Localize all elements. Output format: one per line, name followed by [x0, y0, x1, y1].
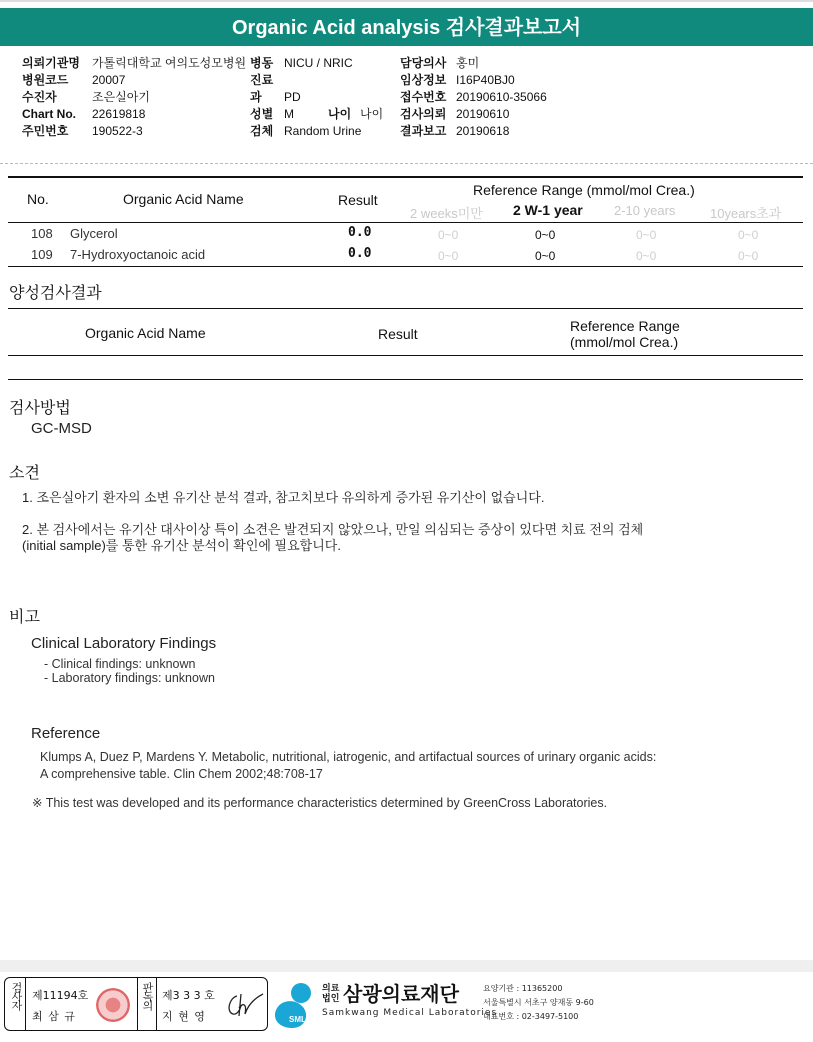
value-patient: 조은실아기	[92, 90, 150, 104]
ref-col-under-2weeks: 2 weeks미만	[410, 206, 483, 221]
positive-col-result: Result	[378, 326, 418, 342]
label-report-date: 결과보고	[400, 124, 447, 138]
reference-line-1: Klumps A, Duez P, Mardens Y. Metabolic, nutritional, iatrogenic, and artifactual sources of urinary organic acids:	[40, 750, 657, 764]
value-age: 나이	[360, 107, 384, 121]
label-doctor: 담당의사	[400, 56, 447, 70]
sign-divider	[137, 978, 138, 1030]
positive-col-ref-2: (mmol/mol Crea.)	[570, 334, 679, 350]
col-header-reference: Reference Range (mmol/mol Crea.)	[473, 182, 695, 198]
value-hospital-code: 20007	[92, 73, 126, 87]
brand-prefix-line2: 법인	[322, 994, 340, 1004]
label-request-date: 검사의뢰	[400, 107, 447, 121]
row-result: 0.0	[348, 246, 372, 261]
row-ref-3: 0~0	[636, 249, 657, 263]
footer-band	[0, 960, 813, 972]
patient-info-col2	[250, 55, 383, 140]
reference-title: Reference	[31, 725, 101, 742]
reviewer-name: 지 현 영	[162, 1010, 206, 1023]
value-report-date: 20190618	[456, 124, 510, 138]
positive-top-rule	[8, 308, 803, 309]
patient-info-col1	[22, 55, 246, 140]
clinical-findings-title: Clinical Laboratory Findings	[31, 635, 217, 652]
row-ref-1: 0~0	[438, 249, 459, 263]
brand-english-name: Samkwang Medical Laboratories	[322, 1008, 498, 1018]
table-header-rule	[8, 222, 803, 223]
method-value: GC-MSD	[31, 420, 92, 437]
label-hospital-code: 병원코드	[22, 73, 69, 87]
value-sex: M	[284, 107, 294, 121]
laboratory-findings-item: - Laboratory findings: unknown	[44, 671, 215, 685]
top-band	[0, 0, 813, 8]
report-title: Organic Acid analysis 검사결과보고서	[0, 8, 813, 46]
brand-prefix	[322, 984, 339, 1004]
positive-col-ref-1: Reference Range	[570, 318, 680, 334]
reviewer-signature	[223, 990, 267, 1020]
info-divider	[0, 163, 813, 164]
value-specimen: Random Urine	[284, 124, 362, 138]
label-resident-no: 주민번호	[22, 124, 69, 138]
sign-divider	[25, 978, 26, 1030]
brand-prefix-line1: 의료	[322, 984, 340, 994]
examiner-name: 최 삼 규	[32, 1010, 76, 1023]
clinical-findings-item: - Clinical findings: unknown	[44, 657, 196, 671]
positive-bottom-rule	[8, 379, 803, 380]
sign-divider	[156, 978, 157, 1030]
finding-item-1: 1. 조은실아기 환자의 소변 유기산 분석 결과, 참고치보다 유의하게 증가된 유기산이 없습니다.	[22, 490, 545, 505]
row-ref-4: 0~0	[738, 249, 759, 263]
reviewer-label: 판독의	[141, 982, 154, 1009]
label-dept: 진료과	[250, 73, 274, 104]
brand-name: 삼광의료재단	[343, 982, 459, 1006]
value-doctor: 홍미	[456, 56, 480, 70]
value-resident-no: 190522-3	[92, 124, 143, 138]
value-clinical-info: I16P40BJ0	[456, 73, 515, 87]
org-phone: 대표번호 : 02-3497-5100	[483, 1012, 579, 1021]
examiner-seal	[96, 988, 130, 1022]
value-ward: NICU / NRIC	[284, 56, 353, 70]
examiner-label: 검사자	[10, 982, 23, 1009]
value-chart-no: 22619818	[92, 107, 146, 121]
value-dept: PD	[284, 90, 301, 104]
label-sex: 성별	[250, 107, 274, 121]
label-clinical-info: 임상정보	[400, 73, 447, 87]
patient-info-col3	[400, 55, 547, 140]
disclaimer-note: ※ This test was developed and its performance characteristics determined by GreenCross Laboratories.	[32, 796, 608, 810]
finding-item-2-line1: 2. 본 검사에서는 유기산 대사이상 특이 소견은 발견되지 않았으나, 만일 의심되는 증상이 있다면 치료 전의 검체	[22, 522, 644, 537]
row-name: 7-Hydroxyoctanoic acid	[70, 247, 206, 262]
org-code: 요양기관 : 11365200	[483, 984, 563, 993]
ref-col-over-10years: 10years초과	[710, 206, 782, 221]
positive-header-rule	[8, 355, 803, 356]
row-no: 108	[31, 226, 53, 241]
row-ref-2: 0~0	[535, 249, 556, 263]
label-receipt-no: 접수번호	[400, 90, 447, 104]
row-no: 109	[31, 247, 53, 262]
label-age: 나이	[328, 107, 352, 121]
ref-col-2-10years: 2-10 years	[614, 203, 676, 218]
col-header-result: Result	[338, 192, 378, 208]
label-specimen: 검체	[250, 124, 274, 138]
label-hospital: 의뢰기관명	[22, 56, 80, 70]
value-receipt-no: 20190610-35066	[456, 90, 547, 104]
org-address: 서울특별시 서초구 양재동 9-60	[483, 998, 594, 1007]
logo-text: SML	[289, 1015, 306, 1024]
label-patient: 수진자	[22, 90, 57, 104]
value-request-date: 20190610	[456, 107, 510, 121]
table-bottom-rule	[8, 266, 803, 267]
finding-item-2-line2: (initial sample)를 통한 유기산 분석이 확인에 필요합니다.	[22, 538, 341, 553]
row-ref-3: 0~0	[636, 228, 657, 242]
value-hospital: 가톨릭대학교 여의도성모병원	[92, 56, 247, 70]
reference-line-2: A comprehensive table. Clin Chem 2002;48:708-17	[40, 767, 323, 781]
row-ref-1: 0~0	[438, 228, 459, 242]
col-header-name: Organic Acid Name	[123, 191, 244, 207]
positive-section-title: 양성검사결과	[9, 283, 102, 302]
ref-col-2w-1year: 2 W-1 year	[513, 202, 583, 218]
col-header-no: No.	[27, 191, 49, 207]
remarks-section-title: 비고	[9, 607, 40, 626]
positive-col-name: Organic Acid Name	[85, 325, 206, 341]
sml-logo-icon	[270, 980, 318, 1030]
label-ward: 병동	[250, 56, 274, 70]
label-chart-no: Chart No.	[22, 107, 76, 121]
examiner-license-no: 제11194호	[32, 989, 89, 1002]
signature-box	[4, 977, 268, 1031]
method-section-title: 검사방법	[9, 398, 71, 417]
row-result: 0.0	[348, 225, 372, 240]
row-ref-2: 0~0	[535, 228, 556, 242]
findings-section-title: 소견	[9, 463, 40, 482]
row-name: Glycerol	[70, 226, 118, 241]
table-top-rule	[8, 176, 803, 178]
row-ref-4: 0~0	[738, 228, 759, 242]
reviewer-license-no: 제3 3 3 호	[162, 989, 215, 1002]
